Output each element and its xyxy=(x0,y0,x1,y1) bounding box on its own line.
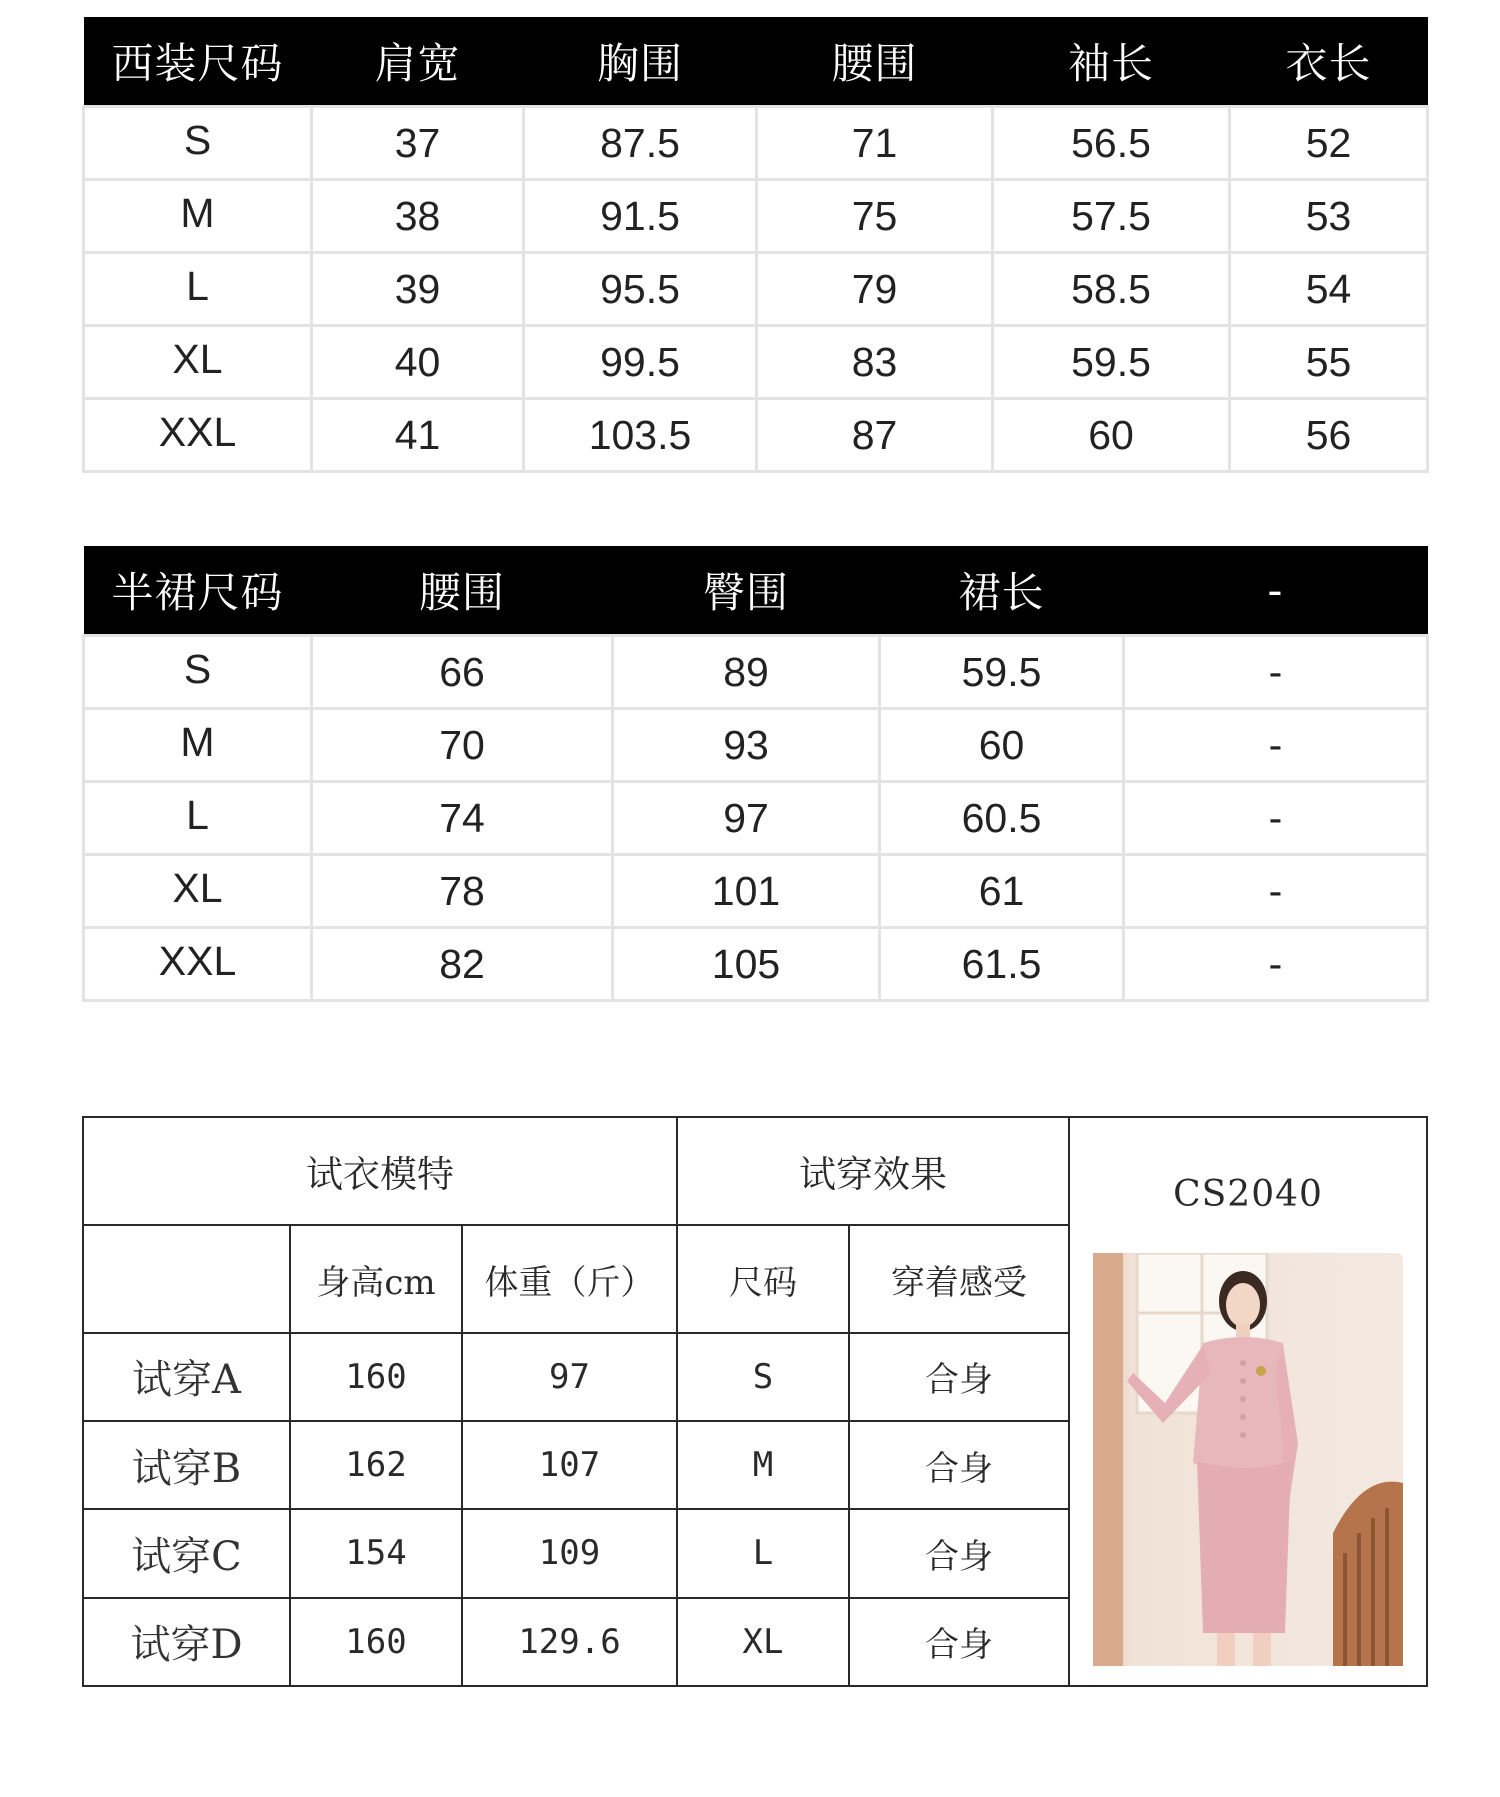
table-cell: 78 xyxy=(312,855,613,928)
skirt-header-waist: 腰围 xyxy=(312,546,613,636)
model-label: 试穿D xyxy=(83,1598,290,1686)
model-group-header: 试衣模特 xyxy=(83,1117,677,1225)
table-cell: 105 xyxy=(613,928,880,1001)
jacket-header-size: 西装尺码 xyxy=(84,17,312,107)
table-row xyxy=(84,709,1428,782)
table-cell: S xyxy=(677,1333,849,1421)
table-cell: 82 xyxy=(312,928,613,1001)
table-cell: 54 xyxy=(1230,253,1428,326)
table-cell: 40 xyxy=(312,326,524,399)
jacket-header-row xyxy=(84,17,1428,107)
table-cell: 56.5 xyxy=(993,107,1230,180)
table-cell: 93 xyxy=(613,709,880,782)
skirt-header-row xyxy=(84,546,1428,636)
size-label: M xyxy=(84,706,312,779)
table-cell: 60 xyxy=(880,709,1124,782)
table-cell: 160 xyxy=(290,1333,462,1421)
model-label: 试穿A xyxy=(83,1333,290,1421)
size-label: S xyxy=(84,633,312,706)
model-label: 试穿B xyxy=(83,1421,290,1509)
jacket-header-length: 衣长 xyxy=(1230,17,1428,107)
table-cell: 160 xyxy=(290,1598,462,1686)
table-row xyxy=(84,782,1428,855)
product-code: CS2040 xyxy=(1173,1174,1323,1215)
table-row xyxy=(84,107,1428,180)
table-cell: 87.5 xyxy=(524,107,757,180)
table-cell: - xyxy=(1124,855,1428,928)
table-cell: 41 xyxy=(312,399,524,472)
product-photo-cell xyxy=(1069,1117,1427,1686)
size-label: S xyxy=(84,104,312,177)
table-cell: L xyxy=(677,1509,849,1597)
skirt-header-length: 裙长 xyxy=(880,546,1124,636)
size-label: XXL xyxy=(84,396,312,469)
table-cell: 57.5 xyxy=(993,180,1230,253)
jacket-header-chest: 胸围 xyxy=(524,17,757,107)
table-cell: 91.5 xyxy=(524,180,757,253)
table-cell: 52 xyxy=(1230,107,1428,180)
table-cell: 59.5 xyxy=(880,636,1124,709)
table-cell: 55 xyxy=(1230,326,1428,399)
table-cell: 合身 xyxy=(849,1509,1069,1597)
skirt-header-hip: 臀围 xyxy=(613,546,880,636)
table-cell: 37 xyxy=(312,107,524,180)
table-cell: 合身 xyxy=(849,1598,1069,1686)
fit-group-header-row xyxy=(83,1117,1427,1225)
table-row xyxy=(84,326,1428,399)
table-row xyxy=(84,399,1428,472)
table-cell: 合身 xyxy=(849,1421,1069,1509)
table-cell: - xyxy=(1124,636,1428,709)
table-cell: 合身 xyxy=(849,1333,1069,1421)
skirt-header-size: 半裙尺码 xyxy=(84,546,312,636)
skirt-header-blank: - xyxy=(1124,546,1428,636)
size-label: XL xyxy=(84,323,312,396)
table-cell: 107 xyxy=(462,1421,677,1509)
table-cell: XL xyxy=(677,1598,849,1686)
table-cell: 79 xyxy=(757,253,993,326)
table-cell: 99.5 xyxy=(524,326,757,399)
table-cell: - xyxy=(1124,709,1428,782)
table-row xyxy=(84,636,1428,709)
table-cell: 109 xyxy=(462,1509,677,1597)
table-cell: - xyxy=(1124,782,1428,855)
table-cell: 83 xyxy=(757,326,993,399)
model-label: 试穿C xyxy=(83,1509,290,1597)
table-cell: 97 xyxy=(462,1333,677,1421)
table-cell: 38 xyxy=(312,180,524,253)
table-cell: 87 xyxy=(757,399,993,472)
size-label: M xyxy=(84,177,312,250)
size-label: XL xyxy=(84,852,312,925)
table-cell: 60 xyxy=(993,399,1230,472)
fit-header-blank xyxy=(83,1225,290,1332)
fit-header-weight: 体重（斤） xyxy=(462,1225,677,1332)
size-label: XXL xyxy=(84,925,312,998)
table-cell: M xyxy=(677,1421,849,1509)
table-cell: 129.6 xyxy=(462,1598,677,1686)
table-cell: 101 xyxy=(613,855,880,928)
table-row xyxy=(84,253,1428,326)
fit-header-height: 身高cm xyxy=(290,1225,462,1332)
table-cell: 61.5 xyxy=(880,928,1124,1001)
table-cell: 74 xyxy=(312,782,613,855)
fit-header-feel: 穿着感受 xyxy=(849,1225,1069,1332)
table-cell: 103.5 xyxy=(524,399,757,472)
size-label: L xyxy=(84,779,312,852)
table-row xyxy=(84,855,1428,928)
skirt-size-chart xyxy=(82,546,1429,1002)
fit-header-size: 尺码 xyxy=(677,1225,849,1332)
table-row xyxy=(84,928,1428,1001)
table-cell: 59.5 xyxy=(993,326,1230,399)
table-cell: 97 xyxy=(613,782,880,855)
table-cell: 53 xyxy=(1230,180,1428,253)
table-cell: - xyxy=(1124,928,1428,1001)
table-cell: 154 xyxy=(290,1509,462,1597)
table-cell: 66 xyxy=(312,636,613,709)
jacket-header-sleeve: 袖长 xyxy=(993,17,1230,107)
table-cell: 39 xyxy=(312,253,524,326)
model-photo xyxy=(1093,1253,1403,1666)
table-cell: 71 xyxy=(757,107,993,180)
table-cell: 58.5 xyxy=(993,253,1230,326)
size-label: L xyxy=(84,250,312,323)
jacket-header-waist: 腰围 xyxy=(757,17,993,107)
table-cell: 95.5 xyxy=(524,253,757,326)
fitting-model-table xyxy=(82,1116,1428,1687)
table-cell: 162 xyxy=(290,1421,462,1509)
table-cell: 89 xyxy=(613,636,880,709)
jacket-size-chart xyxy=(82,17,1429,473)
jacket-header-shoulder: 肩宽 xyxy=(312,17,524,107)
effect-group-header: 试穿效果 xyxy=(677,1117,1069,1225)
table-cell: 70 xyxy=(312,709,613,782)
table-cell: 75 xyxy=(757,180,993,253)
table-cell: 60.5 xyxy=(880,782,1124,855)
table-row xyxy=(84,180,1428,253)
table-cell: 56 xyxy=(1230,399,1428,472)
table-cell: 61 xyxy=(880,855,1124,928)
